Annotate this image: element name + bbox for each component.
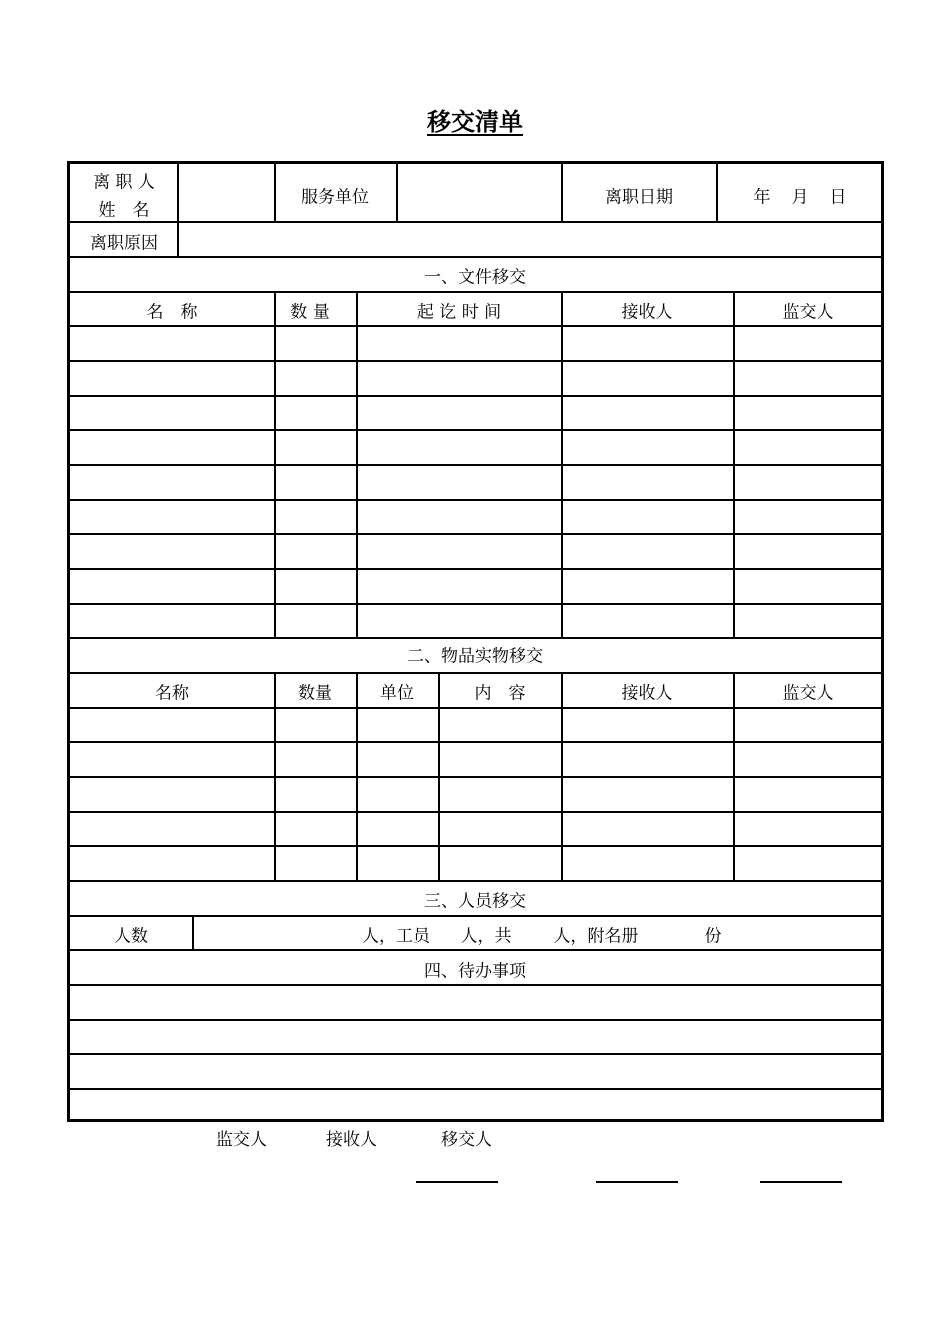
row-divider bbox=[70, 741, 881, 743]
row-divider bbox=[70, 464, 881, 466]
section-personnel-title: 三、人员移交 bbox=[424, 891, 526, 912]
headcount-text-3: 人，附名册 bbox=[553, 926, 639, 947]
col-divider bbox=[356, 672, 358, 880]
col-divider bbox=[177, 164, 179, 256]
supervisor-label: 监交人 bbox=[216, 1130, 267, 1150]
column-header: 接收人 bbox=[621, 302, 673, 323]
column-header: 监交人 bbox=[782, 683, 834, 704]
page-title: 移交清单 bbox=[427, 108, 523, 136]
row-divider bbox=[70, 256, 881, 258]
headcount-label: 人数 bbox=[114, 926, 148, 947]
name-label-line2: 姓 名 bbox=[98, 200, 150, 221]
row-divider bbox=[70, 672, 881, 674]
transferor-label: 移交人 bbox=[441, 1130, 492, 1150]
col-divider bbox=[716, 164, 718, 221]
row-divider bbox=[70, 603, 881, 605]
col-divider bbox=[274, 164, 276, 221]
receiver-label: 接收人 bbox=[326, 1130, 377, 1150]
row-divider bbox=[70, 811, 881, 813]
col-divider bbox=[561, 291, 563, 637]
col-divider bbox=[438, 672, 440, 880]
row-divider bbox=[70, 360, 881, 362]
date-year: 年 bbox=[753, 187, 771, 208]
row-divider bbox=[70, 949, 881, 951]
column-header: 数量 bbox=[298, 683, 332, 704]
transferor-signature-line[interactable] bbox=[760, 1181, 842, 1183]
row-divider bbox=[70, 845, 881, 847]
column-header: 内 容 bbox=[474, 683, 526, 704]
date-day: 日 bbox=[829, 187, 847, 208]
row-divider bbox=[70, 984, 881, 986]
row-divider bbox=[70, 1019, 881, 1021]
name-label-line1: 离 职 人 bbox=[93, 172, 155, 193]
reason-label: 离职原因 bbox=[90, 233, 158, 254]
row-divider bbox=[70, 707, 881, 709]
row-divider bbox=[70, 1088, 881, 1090]
row-divider bbox=[70, 429, 881, 431]
headcount-text-4: 份 bbox=[704, 926, 722, 947]
col-divider bbox=[733, 672, 735, 880]
column-header: 单位 bbox=[380, 683, 414, 704]
row-divider bbox=[70, 291, 881, 293]
headcount-text-1: 人，工员 bbox=[362, 926, 430, 947]
section-file-title: 一、文件移交 bbox=[424, 267, 526, 288]
section-todo-title: 四、待办事项 bbox=[424, 961, 526, 982]
col-divider bbox=[274, 672, 276, 880]
row-divider bbox=[70, 499, 881, 501]
unit-label: 服务单位 bbox=[301, 187, 369, 208]
col-divider bbox=[356, 291, 358, 637]
col-divider bbox=[733, 291, 735, 637]
row-divider bbox=[70, 776, 881, 778]
supervisor-signature-line[interactable] bbox=[416, 1181, 498, 1183]
column-header: 名 称 bbox=[146, 302, 198, 323]
row-divider bbox=[70, 1053, 881, 1055]
column-header: 数 量 bbox=[290, 302, 330, 323]
row-divider bbox=[70, 395, 881, 397]
col-divider bbox=[561, 164, 563, 221]
col-divider bbox=[192, 915, 194, 949]
row-divider bbox=[70, 221, 881, 223]
row-divider bbox=[70, 533, 881, 535]
headcount-text-2: 人，共 bbox=[460, 926, 512, 947]
row-divider bbox=[70, 880, 881, 882]
receiver-signature-line[interactable] bbox=[596, 1181, 678, 1183]
column-header: 起 讫 时 间 bbox=[416, 302, 502, 323]
handover-form bbox=[67, 161, 884, 1122]
date-month: 月 bbox=[791, 187, 809, 208]
col-divider bbox=[561, 672, 563, 880]
col-divider bbox=[396, 164, 398, 221]
column-header: 接收人 bbox=[621, 683, 673, 704]
row-divider bbox=[70, 325, 881, 327]
date-label: 离职日期 bbox=[605, 187, 673, 208]
column-header: 监交人 bbox=[782, 302, 834, 323]
row-divider bbox=[70, 568, 881, 570]
section-items-title: 二、物品实物移交 bbox=[407, 646, 543, 667]
column-header: 名称 bbox=[155, 683, 189, 704]
col-divider bbox=[274, 291, 276, 637]
row-divider bbox=[70, 637, 881, 639]
